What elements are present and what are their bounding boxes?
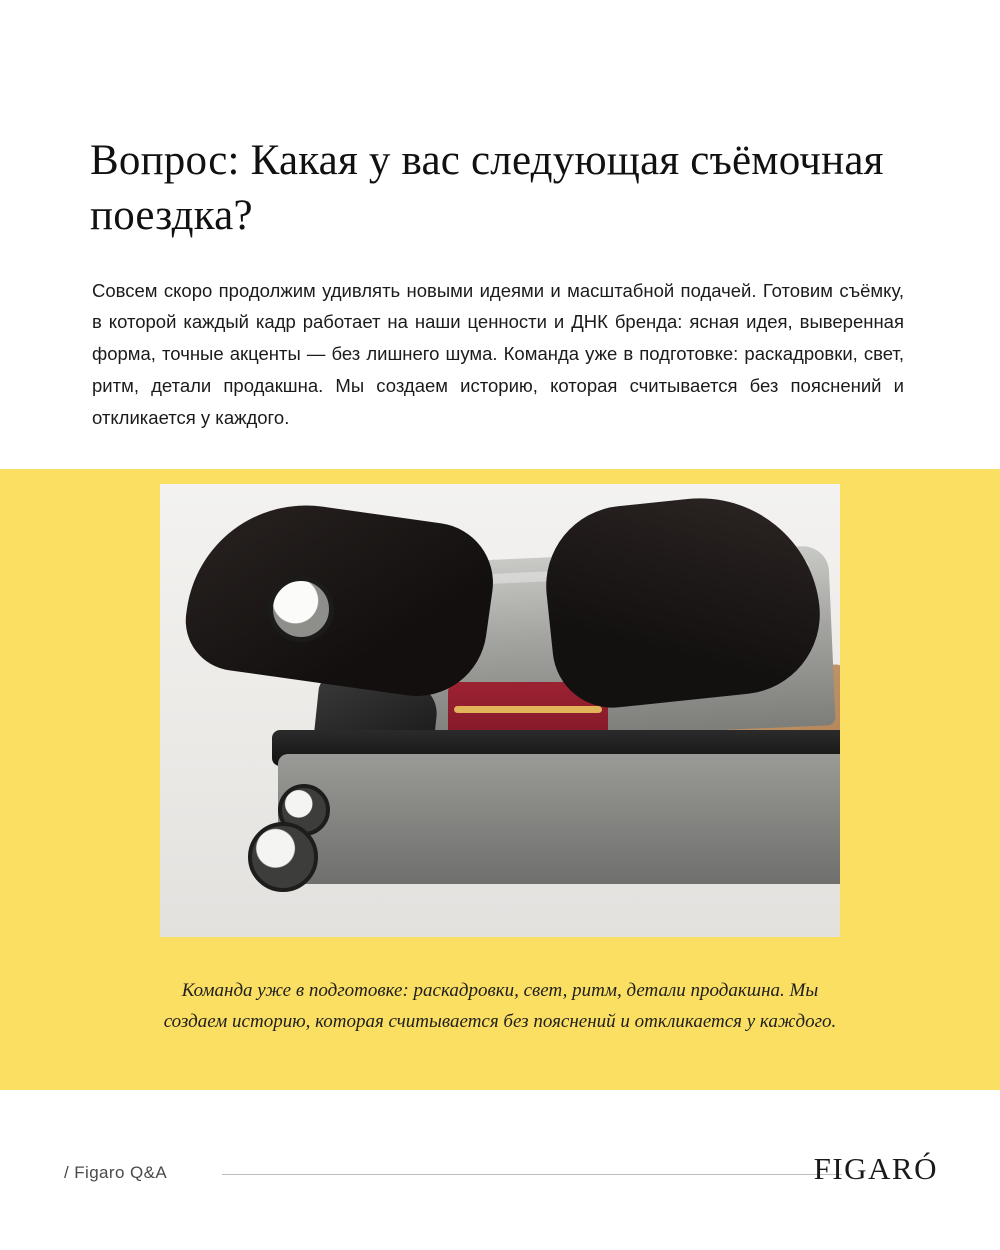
suitcase-knob-shape [268, 576, 334, 642]
footer-divider [222, 1174, 842, 1175]
footer-label: / Figaro Q&A [64, 1163, 168, 1182]
page-footer [0, 1151, 1000, 1195]
suitcase-body-shape [278, 754, 840, 884]
page-title: Вопрос: Какая у вас следующая съёмочная поездка? [90, 136, 884, 239]
photo-caption: Команда уже в подготовке: раскадровки, свет, ритм, детали продакшна. Мы создаем историю, которая считывается без пояснений и откликается у каждого. [163, 980, 837, 1032]
suitcase-packing-photo [160, 484, 840, 937]
intro-paragraph: Совсем скоро продолжим удивлять новыми идеями и масштабной подачей. Готовим съёмку, в которой каждый кадр работает на наши ценности и ДНК бренда: ясная идея, выверенная форма, точные акценты — без лишнего шума. Команда уже в подготовке: раскадровки, свет, ритм, детали продакшна. Мы создаем историю, которая считывается без пояснений и откликается у каждого. [92, 279, 904, 428]
brand-logo: FIGARÓ [813, 1151, 938, 1186]
suitcase-wheel-shape [248, 822, 318, 892]
